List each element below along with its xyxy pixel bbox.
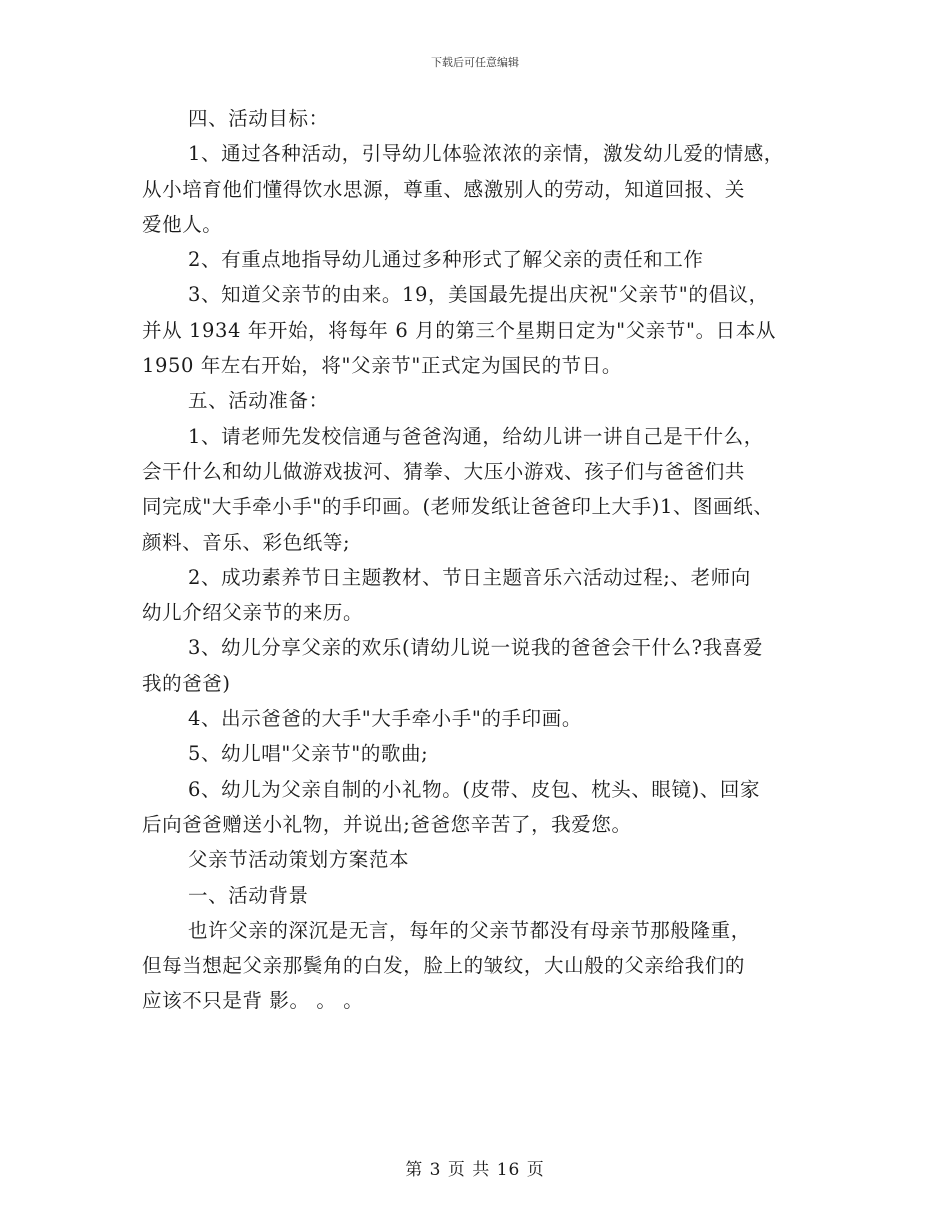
text-line: 我的爸爸) <box>142 671 231 695</box>
page-number: 第 3 页 共 16 页 <box>405 1160 545 1180</box>
text-line: 后向爸爸赠送小礼物，并说出;爸爸您辛苦了，我爱您。 <box>142 812 632 836</box>
page-header: 下载后可任意编辑 <box>431 56 519 69</box>
text-line: 2、成功素养节日主题教材、节日主题音乐六活动过程;、老师向 <box>188 565 751 589</box>
text-line: 5、幼儿唱"父亲节"的歌曲; <box>188 742 429 766</box>
text-line: 6、幼儿为父亲自制的小礼物。(皮带、皮包、枕头、眼镜)、回家 <box>188 777 761 801</box>
text-line: 3、知道父亲节的由来。19，美国最先提出庆祝"父亲节"的倡议， <box>188 283 769 307</box>
text-line: 也许父亲的深沉是无言，每年的父亲节都没有母亲节那般隆重， <box>188 918 751 942</box>
text-line: 3、幼儿分享父亲的欢乐(请幼儿说一说我的爸爸会干什么?我喜爱 <box>188 636 763 660</box>
text-line: 并从 1934 年开始，将每年 6 月的第三个星期日定为"父亲节"。日本从 <box>142 318 776 342</box>
text-line: 应该不只是背 影。 。 。 <box>142 989 364 1013</box>
text-line: 1、通过各种活动，引导幼儿体验浓浓的亲情，激发幼儿爱的情感， <box>188 142 784 166</box>
text-line: 4、出示爸爸的大手"大手牵小手"的手印画。 <box>188 707 582 731</box>
text-line: 会干什么和幼儿做游戏拔河、猜拳、大压小游戏、孩子们与爸爸们共 <box>142 459 746 483</box>
text-line: 1、请老师先发校信通与爸爸沟通，给幼儿讲一讲自己是干什么， <box>188 424 764 448</box>
text-line: 颜料、音乐、彩色纸等; <box>142 530 351 554</box>
text-line: 一、活动背景 <box>188 883 309 907</box>
text-line: 同完成"大手牵小手"的手印画。(老师发纸让爸爸印上大手)1、图画纸、 <box>142 495 774 519</box>
text-line: 但每当想起父亲那鬓角的白发，脸上的皱纹，大山般的父亲给我们的 <box>142 954 746 978</box>
document-body <box>142 108 822 1026</box>
text-line: 父亲节活动策划方案范本 <box>188 848 410 872</box>
text-line: 幼儿介绍父亲节的来历。 <box>142 601 364 625</box>
text-line: 五、活动准备： <box>188 389 329 413</box>
text-line: 爱他人。 <box>142 212 223 236</box>
text-line: 1950 年左右开始，将"父亲节"正式定为国民的节日。 <box>142 354 622 378</box>
text-line: 四、活动目标： <box>188 107 329 130</box>
text-line: 从小培育他们懂得饮水思源，尊重、感激别人的劳动，知道回报、关 <box>142 177 746 201</box>
text-line: 2、有重点地指导幼儿通过多种形式了解父亲的责任和工作 <box>188 248 704 272</box>
